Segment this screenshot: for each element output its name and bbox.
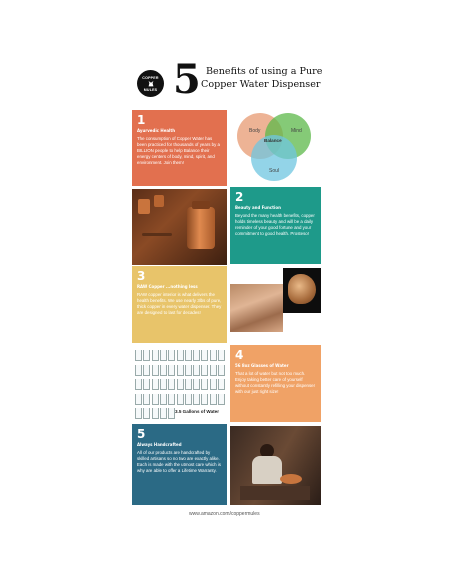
glass-icon <box>185 350 192 361</box>
glass-icon <box>143 394 150 405</box>
panel-body: RAW copper interior is what delivers the health benefits. We use nearly 3lbs of pure, thick copper in every water dispenser. They are designed to last for decades! <box>137 292 222 315</box>
logo-text-top: COPPER <box>142 75 159 80</box>
glass-icon <box>168 379 175 390</box>
glass-icon <box>160 350 167 361</box>
glass-icon <box>185 365 192 376</box>
glass-icon <box>143 379 150 390</box>
title-number: 5 <box>173 56 201 103</box>
glass-icon <box>218 379 225 390</box>
mule-icon <box>147 80 155 88</box>
panel-heading: RAW Copper ...nothing less <box>137 285 198 290</box>
glass-icon <box>135 394 142 405</box>
glass-icon <box>201 379 208 390</box>
title-line-1: Benefits of using a Pure <box>206 66 323 77</box>
glass-icon <box>201 394 208 405</box>
glasses-caption: 3.5 Gallons of Water <box>175 409 219 414</box>
glass-icon <box>218 350 225 361</box>
logo-text-bottom: MULES <box>143 87 158 92</box>
glass-icon <box>210 365 217 376</box>
glass-icon <box>185 379 192 390</box>
glass-icon <box>218 365 225 376</box>
glass-icon <box>210 379 217 390</box>
glass-icon <box>177 379 184 390</box>
glass-icon <box>135 379 142 390</box>
panel-heading: Ayurvedic Health <box>137 129 176 134</box>
panel-heading: 56 8oz Glasses of Water <box>235 364 289 369</box>
glass-icon <box>201 365 208 376</box>
glass-icon <box>152 394 159 405</box>
glass-icon <box>193 379 200 390</box>
benefit-panel-4 <box>230 345 321 422</box>
glass-icon <box>177 394 184 405</box>
artisan-photo <box>230 426 321 505</box>
balance-venn-diagram <box>229 108 321 188</box>
venn-label-balance: Balance <box>264 138 282 143</box>
raw-copper-photo <box>230 268 321 345</box>
glass-icon <box>210 350 217 361</box>
brand-logo <box>137 70 164 97</box>
venn-label-body: Body <box>249 128 261 134</box>
glass-icon <box>210 394 217 405</box>
panel-body: The consumption of Copper Water has been practiced for thousands of years by a BILLION people to help Balance their energy centers of body, mind, spirit, and environment. Join them! <box>137 136 220 165</box>
glass-icon <box>168 394 175 405</box>
venn-label-soul: Soul <box>269 168 280 174</box>
panel-body: That a lot of water but not too much. Enjoy taking better care of yourself without constantly refilling your dispenser with our just right size! <box>235 371 316 394</box>
panel-number: 2 <box>235 190 244 204</box>
copper-sheet-image <box>230 284 283 332</box>
glass-icon <box>160 365 167 376</box>
copper-dispenser-photo <box>132 189 227 265</box>
venn-label-mind: Mind <box>291 128 302 134</box>
footer-url[interactable]: www.amazon.com/coppermules <box>189 511 260 517</box>
panel-heading: Always Handcrafted <box>137 443 182 448</box>
benefit-panel-3 <box>132 266 227 343</box>
benefit-panel-1 <box>132 110 227 186</box>
panel-body: All of our products are handcrafted by skilled artisans so no two are exactly alike. Each is made with the utmost care which is why are able to offer a Lifetime Warranty. <box>137 450 221 473</box>
glass-icon <box>201 350 208 361</box>
glass-icon <box>193 394 200 405</box>
glass-icon <box>160 408 167 419</box>
glass-icon <box>135 365 142 376</box>
glass-icon <box>135 350 142 361</box>
glass-icon <box>135 408 142 419</box>
panel-number: 1 <box>137 113 146 127</box>
panel-heading: Beauty and Function <box>235 206 281 211</box>
glass-icon <box>168 350 175 361</box>
glass-icon <box>160 379 167 390</box>
glass-icon <box>143 350 150 361</box>
glass-icon <box>143 365 150 376</box>
glass-icon <box>143 408 150 419</box>
glass-icon <box>193 350 200 361</box>
panel-body: Beyond the many health benefits, copper holds timeless beauty and will be a daily reminder of your good fortune and your commitment to good health. Prosteso! <box>235 213 315 236</box>
panel-number: 5 <box>137 427 146 441</box>
glass-icon <box>193 365 200 376</box>
benefit-panel-5 <box>132 424 227 505</box>
glass-icon <box>177 350 184 361</box>
glass-icon <box>177 365 184 376</box>
title-line-2: Copper Water Dispenser <box>201 79 321 90</box>
glass-icon <box>160 394 167 405</box>
glass-icon <box>152 379 159 390</box>
glass-icon <box>152 365 159 376</box>
glass-icon <box>185 394 192 405</box>
glass-icon <box>152 350 159 361</box>
panel-number: 4 <box>235 348 244 362</box>
copper-ore-image <box>283 268 321 313</box>
glass-icon <box>168 365 175 376</box>
glass-icon <box>152 408 159 419</box>
benefit-panel-2 <box>230 187 321 264</box>
glass-icon <box>218 394 225 405</box>
panel-number: 3 <box>137 269 146 283</box>
